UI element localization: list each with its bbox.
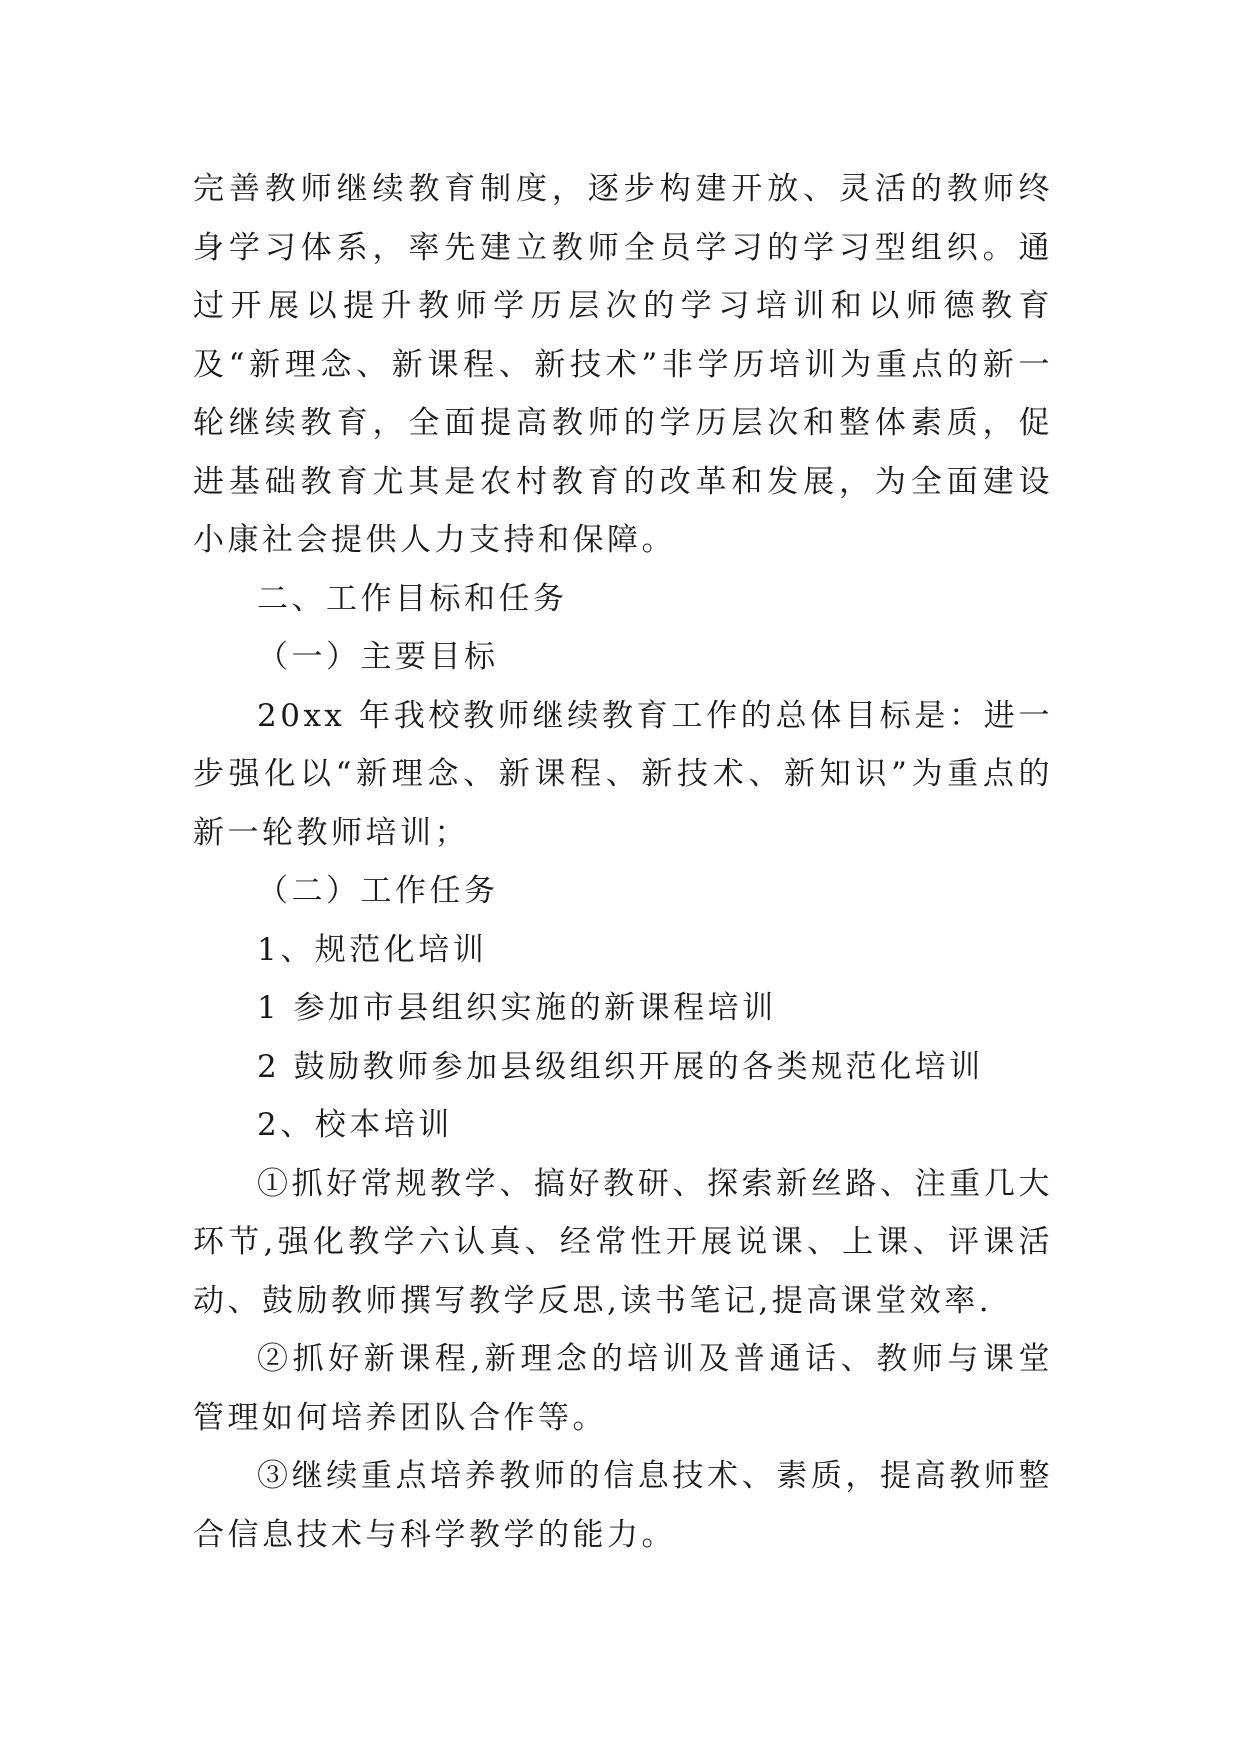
- paragraph-point-3: ③继续重点培养教师的信息技术、素质，提高教师整合信息技术与科学教学的能力。: [193, 1458, 1053, 1553]
- item-county-training: 2 鼓励教师参加县级组织开展的各类规范化培训: [257, 1048, 984, 1085]
- paragraph-overall-goal: 20xx 年我校教师继续教育工作的总体目标是：进一步强化以“新理念、新课程、新技术、新知识”为重点的新一轮教师培训；: [193, 697, 1053, 851]
- paragraph-point-2: ②抓好新课程,新理念的培训及普通话、教师与课堂管理如何培养团队合作等。: [193, 1341, 1053, 1436]
- item-standardized-training: 1、规范化培训: [257, 931, 488, 968]
- section-heading-goals-and-tasks: 二、工作目标和任务: [257, 580, 568, 617]
- subheading-work-tasks: （二）工作任务: [257, 873, 499, 909]
- paragraph-point-1: ①抓好常规教学、搞好教研、探索新丝路、注重几大环节,强化教学六认真、经常性开展说课、上课、评课活动、鼓励教师撰写教学反思,读书笔记,提高课堂效率.: [193, 1165, 1053, 1319]
- item-school-based-training: 2、校本培训: [257, 1107, 453, 1143]
- paragraph-continuation: 完善教师继续教育制度，逐步构建开放、灵活的教师终身学习体系，率先建立教师全员学习的学习型组织。通过开展以提升教师学历层次的学习培训和以师德教育及“新理念、新课程、新技术”非学历培训为重点的新一轮继续教育，全面提高教师的学历层次和整体素质，促进基础教育尤其是农村教育的改革和发展，为全面建设小康社会提供人力支持和保障。: [193, 171, 1053, 558]
- document-body: [193, 160, 1053, 1564]
- item-new-curriculum-training: 1 参加市县组织实施的新课程培训: [257, 990, 777, 1026]
- subheading-main-goals: （一）主要目标: [257, 639, 499, 675]
